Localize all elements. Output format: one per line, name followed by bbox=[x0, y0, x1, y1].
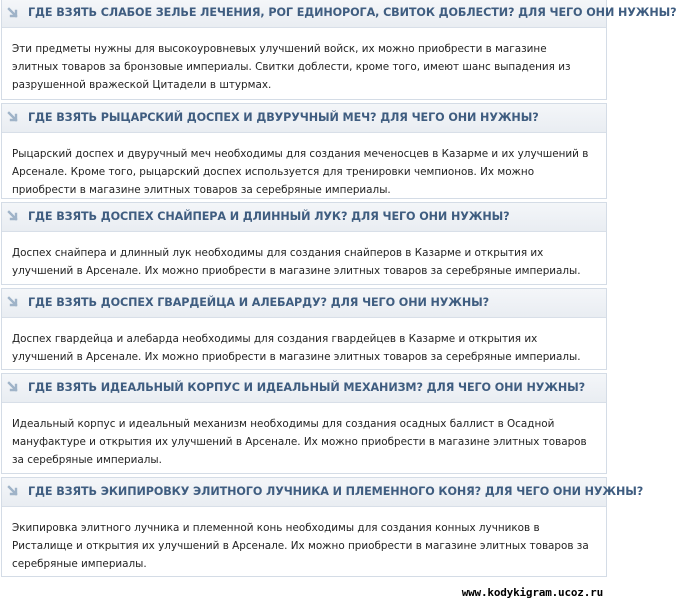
arrow-down-right-icon bbox=[7, 381, 21, 395]
faq-item bbox=[1, 373, 607, 474]
watermark: www.kodykigram.ucoz.ru bbox=[461, 586, 603, 599]
faq-question[interactable] bbox=[2, 203, 606, 232]
arrow-down-right-icon bbox=[7, 7, 21, 21]
faq-question-text: ГДЕ ВЗЯТЬ ЭКИПИРОВКУ ЭЛИТНОГО ЛУЧНИКА И ПЛЕМЕННОГО КОНЯ? ДЛЯ ЧЕГО ОНИ НУЖНЫ? bbox=[28, 485, 644, 498]
faq-question-text: ГДЕ ВЗЯТЬ ДОСПЕХ СНАЙПЕРА И ДЛИННЫЙ ЛУК? ДЛЯ ЧЕГО ОНИ НУЖНЫ? bbox=[28, 210, 510, 223]
faq-question-text: ГДЕ ВЗЯТЬ СЛАБОЕ ЗЕЛЬЕ ЛЕЧЕНИЯ, РОГ ЕДИНОРОГА, СВИТОК ДОБЛЕСТИ? ДЛЯ ЧЕГО ОНИ НУЖНЫ? bbox=[28, 6, 677, 19]
faq-question[interactable] bbox=[2, 289, 606, 318]
faq-question[interactable] bbox=[2, 478, 644, 507]
faq-question[interactable] bbox=[2, 0, 677, 28]
arrow-down-right-icon bbox=[7, 210, 21, 224]
faq-item bbox=[1, 202, 607, 285]
faq-answer: Экипировка элитного лучника и племенной конь необходимы для создания конных лучников в Ристалище и открытия их улучшений в Арсенале. Их можно приобрести в магазине элитных товаров за серебряные империалы. bbox=[12, 522, 589, 570]
arrow-down-right-icon bbox=[7, 296, 21, 310]
faq-question[interactable] bbox=[2, 374, 606, 403]
faq-answer: Идеальный корпус и идеальный механизм необходимы для создания осадных баллист в Осадной мануфактуре и открытия их улучшений в Арсенале. Их можно приобрести в магазине элитных товаров за серебряные империалы. bbox=[12, 418, 587, 466]
faq-item bbox=[1, 477, 644, 577]
faq-answer: Эти предметы нужны для высокоуровневых улучшений войск, их можно приобрести в магазине элитных товаров за бронзовые империалы. Свитки доблести, кроме того, имеют шанс выпадения из разрушенной вражеской Цитадели в штурмах. bbox=[12, 43, 571, 91]
faq-answer: Рыцарский доспех и двуручный меч необходимы для создания меченосцев в Казарме и их улучшений в Арсенале. Кроме того, рыцарский доспех используется для тренировки чемпионов. Их можно приобрести в магазине элитных товаров за серебряные империалы. bbox=[12, 148, 589, 196]
arrow-down-right-icon bbox=[7, 485, 21, 499]
faq-question-text: ГДЕ ВЗЯТЬ ИДЕАЛЬНЫЙ КОРПУС И ИДЕАЛЬНЫЙ МЕХАНИЗМ? ДЛЯ ЧЕГО ОНИ НУЖНЫ? bbox=[28, 381, 585, 394]
faq-answer: Доспех снайпера и длинный лук необходимы для создания снайперов в Казарме и открытия их улучшений в Арсенале. Их можно приобрести в магазине элитных товаров за серебряные империалы. bbox=[12, 247, 581, 277]
faq-question-text: ГДЕ ВЗЯТЬ РЫЦАРСКИЙ ДОСПЕХ И ДВУРУЧНЫЙ МЕЧ? ДЛЯ ЧЕГО ОНИ НУЖНЫ? bbox=[28, 111, 539, 124]
arrow-down-right-icon bbox=[7, 111, 21, 125]
faq-item bbox=[1, 0, 677, 100]
faq-item bbox=[1, 103, 607, 199]
faq-question[interactable] bbox=[2, 104, 606, 133]
faq-answer: Доспех гвардейца и алебарда необходимы для создания гвардейцев в Казарме и открытия их улучшений в Арсенале. Их можно приобрести в магазине элитных товаров за серебряные империалы. bbox=[12, 333, 581, 363]
faq-question-text: ГДЕ ВЗЯТЬ ДОСПЕХ ГВАРДЕЙЦА И АЛЕБАРДУ? ДЛЯ ЧЕГО ОНИ НУЖНЫ? bbox=[28, 296, 490, 309]
faq-item bbox=[1, 288, 607, 370]
